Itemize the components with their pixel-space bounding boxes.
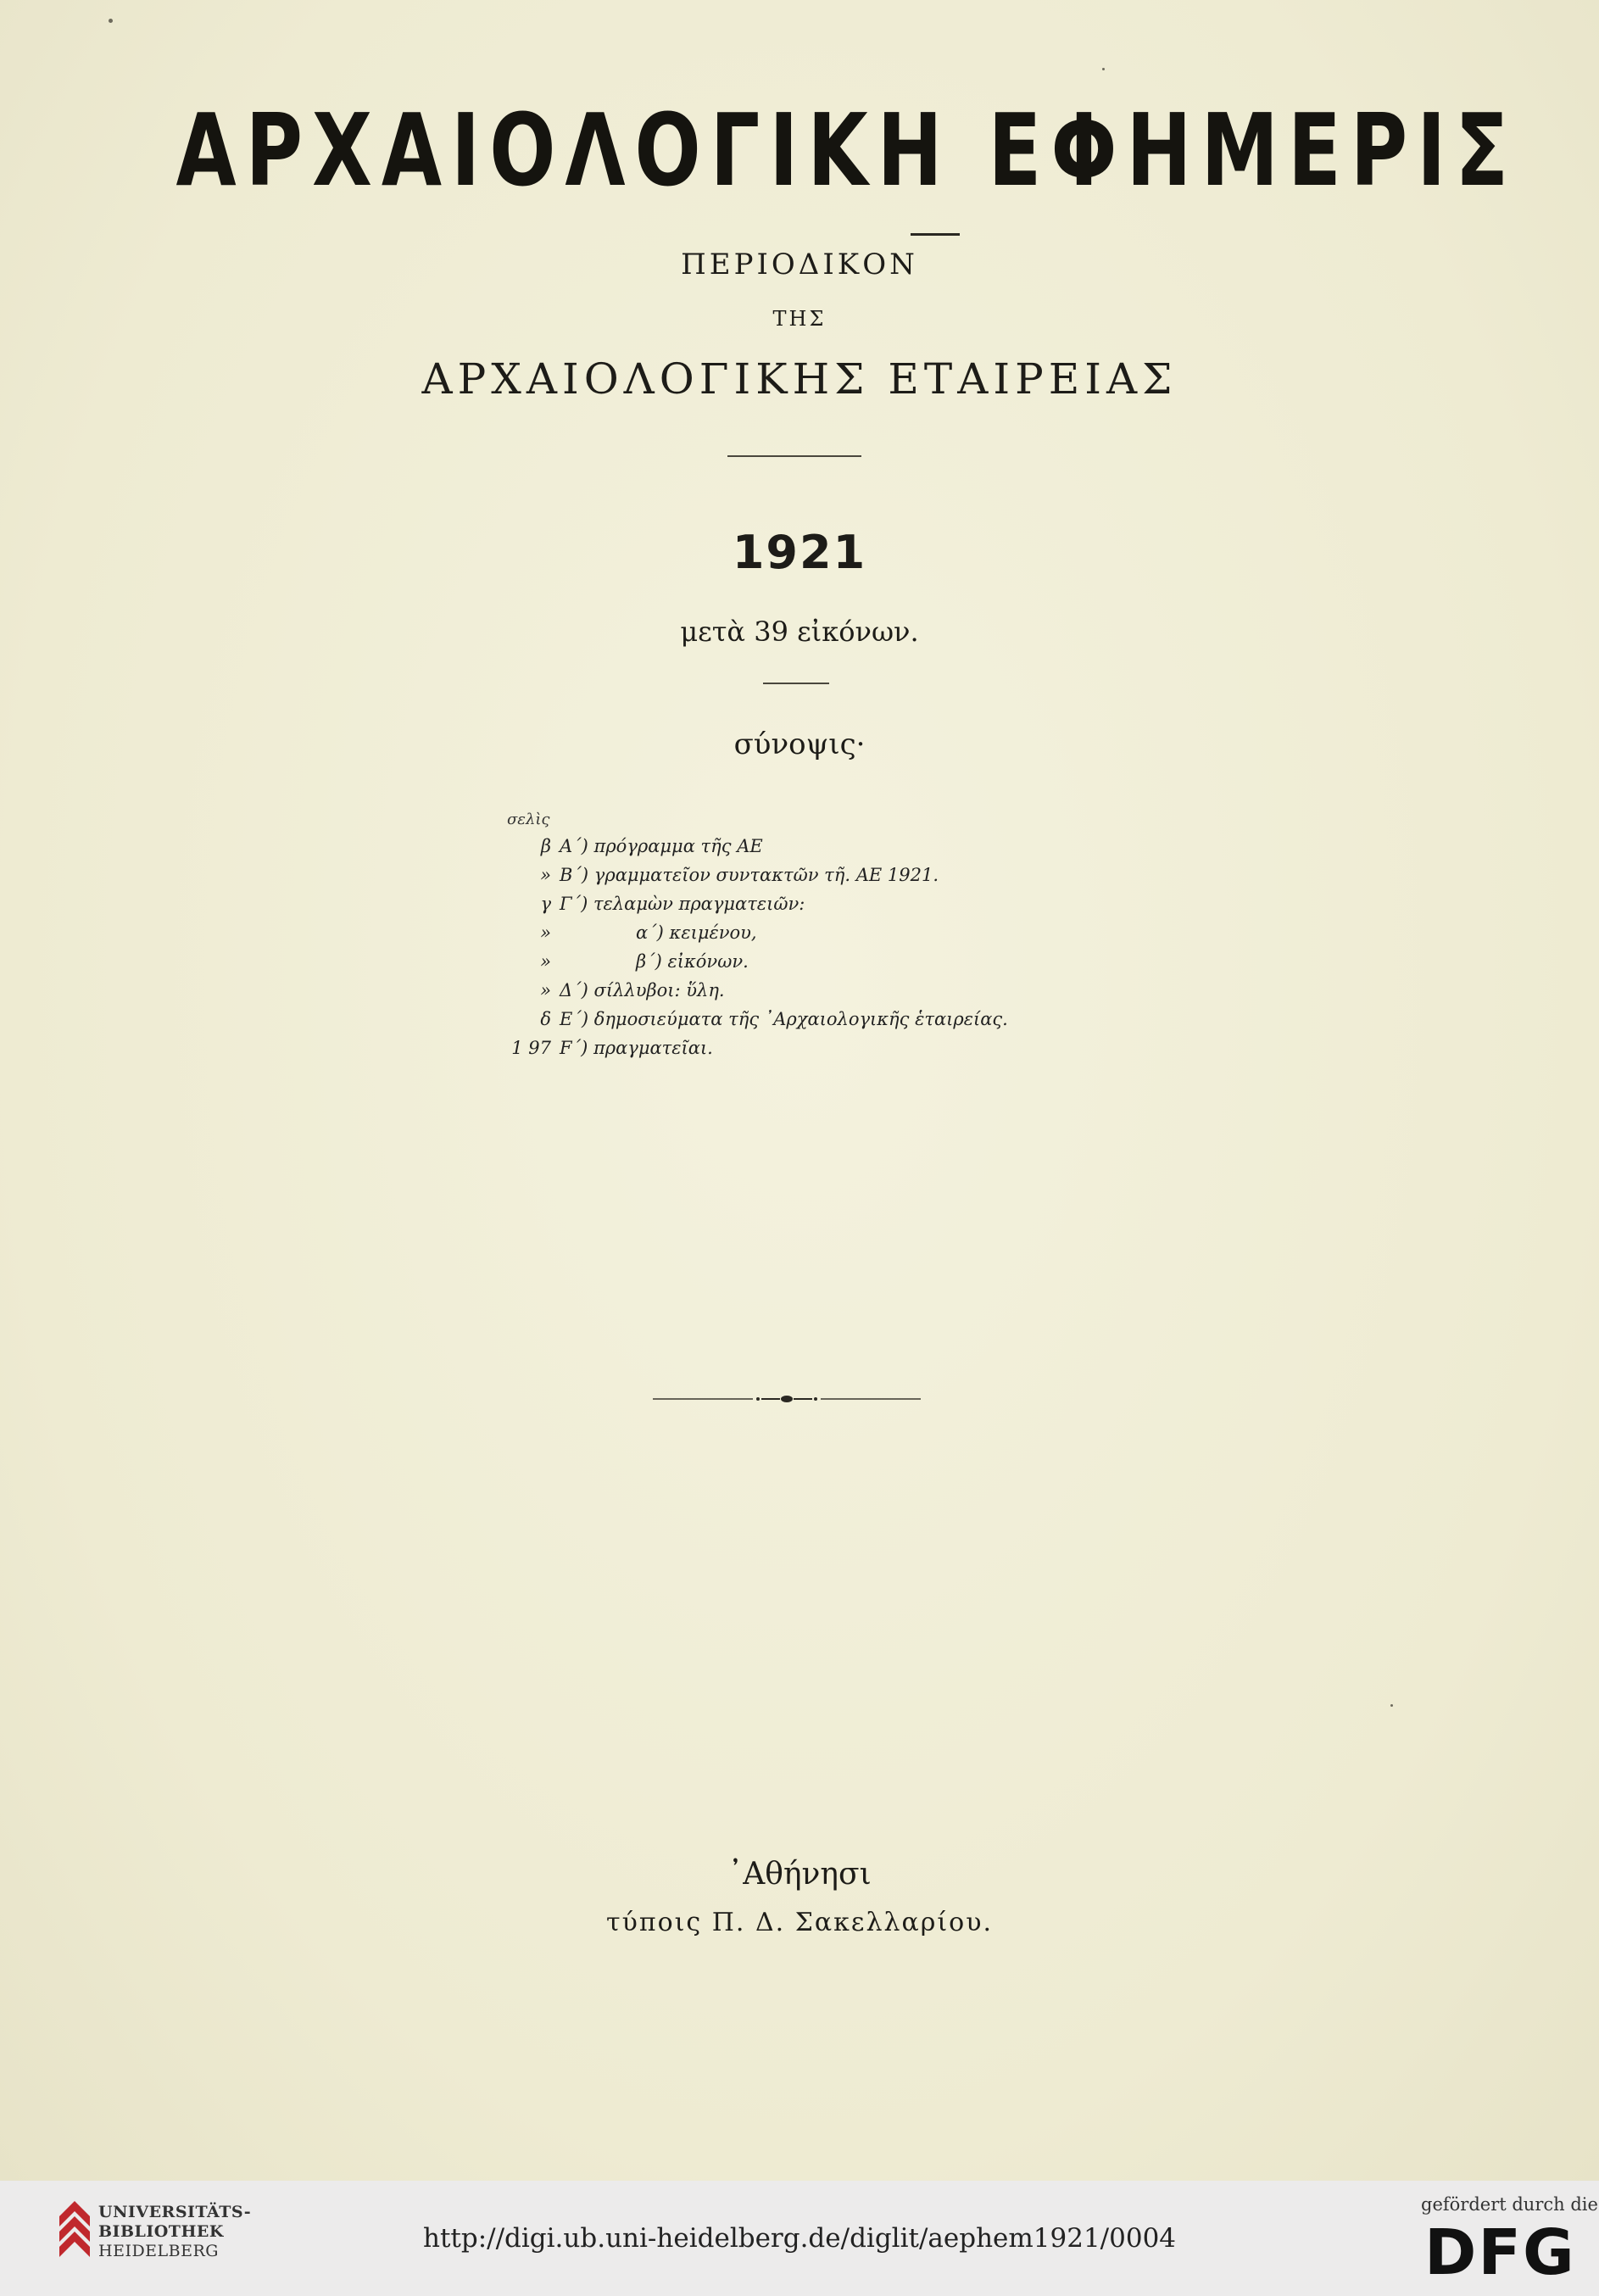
ornament-divider [653,1390,921,1407]
toc-page: » [540,865,551,885]
paper-speck [1390,1704,1393,1707]
toc-entry: Δ΄) σίλλυβοι: ὕλη. [560,980,725,1000]
library-line: BIBLIOTHEK [98,2222,224,2241]
toc-entry: F΄) πραγματεῖαι. [560,1038,713,1058]
place-of-publication: ᾿Αθήνησι [727,1857,872,1892]
title-dash [911,233,960,236]
dfg-logo: DFG [1424,2216,1576,2289]
toc-column-label: σελὶς [507,811,550,828]
paper-speck [109,19,113,23]
paper-speck [1102,68,1105,70]
library-line: HEIDELBERG [98,2242,219,2260]
toc-page: δ [540,1009,551,1029]
source-url-link[interactable]: http://digi.ub.uni-heidelberg.de/diglit/aephem1921/0004 [422,2223,1177,2254]
toc-entry: A΄) πρόγραμμα τῆς AE [560,836,763,856]
toc-page: » [540,951,551,972]
connector-word: ΤΗΣ [772,307,827,331]
year: 1921 [732,526,867,579]
library-line: UNIVERSITÄTS- [98,2203,252,2221]
journal-title: ΑΡΧΑΙΟΛΟΓΙΚΗ ΕΦΗΜΕΡΙΣ [176,92,1518,209]
toc-page: » [540,922,551,943]
divider-rule [727,455,861,457]
funding-note: gefördert durch die [1421,2194,1598,2215]
toc-entry: B΄) γραμματεῖον συντακτῶν τῆ. AE 1921. [560,865,939,885]
toc-page: » [540,980,551,1000]
toc-entry: E΄) δημοσιεύματα τῆς ᾿Αρχαιολογικῆς ἑταιρείας. [560,1009,1008,1029]
toc-entry: α΄) κειμένου, [636,922,757,943]
printer-line: τύποις Π. Δ. Σακελλαρίου. [606,1908,993,1937]
toc-page: β [540,836,551,856]
synopsis-heading: σύνοψις· [733,727,866,761]
divider-rule [763,683,829,684]
toc-page: 1 97 [511,1038,551,1058]
toc-entry: β΄) εἰκόνων. [636,951,749,972]
subtitle: ΠΕΡΙΟΔΙΚΟΝ [681,248,918,281]
society-name: ΑΡΧΑΙΟΛΟΓΙΚΗΣ ΕΤΑΙΡΕΙΑΣ [421,354,1178,404]
toc-page: γ [540,894,551,914]
figures-note: μετὰ 39 εἰκόνων. [680,616,919,648]
toc-entry: Γ΄) τελαμὼν πραγματειῶν: [560,894,805,914]
